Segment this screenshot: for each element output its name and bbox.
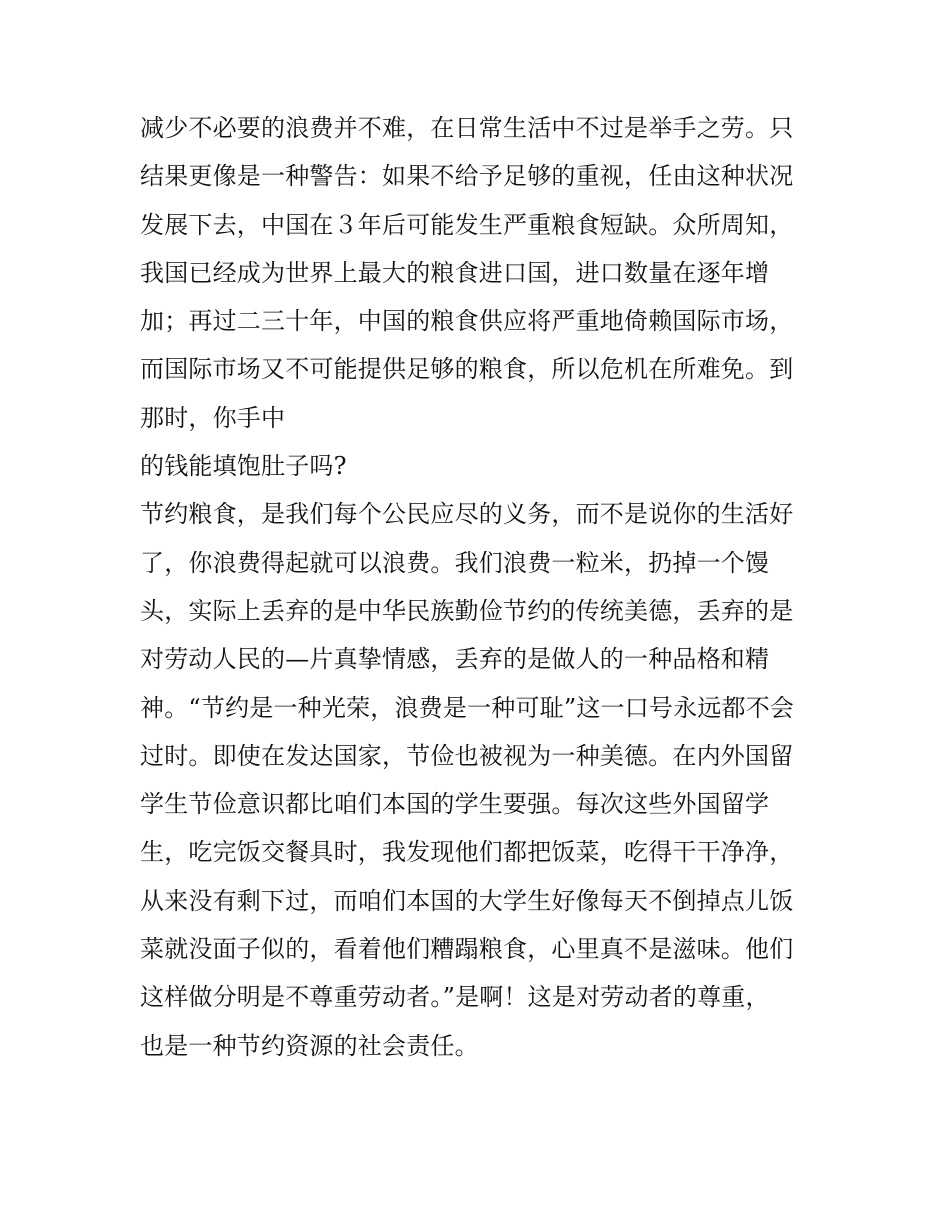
body-text <box>140 104 820 1070</box>
text-line-7: 那时，你手中 <box>140 403 286 432</box>
text-line-4: 我国已经成为世界上最大的粮食进口国，进口数量在逐年增 <box>140 258 770 287</box>
text-line-9: 节约粮食，是我们每个公民应尽的义务，而不是说你的生活好 <box>140 500 794 529</box>
text-line-15: 学生节俭意识都比咱们本国的学生要强。每次这些外国留学 <box>140 790 770 819</box>
text-line-3: 发展下去，中国在３年后可能发生严重粮食短缺。众所周知， <box>140 210 794 239</box>
text-line-12: 对劳动人民的—片真挚情感，丢弃的是做人的一种品格和精 <box>140 645 770 674</box>
text-line-11: 头，实际上丢弃的是中华民族勤俭节约的传统美德，丢弃的是 <box>140 596 794 625</box>
text-line-10: 了，你浪费得起就可以浪费。我们浪费一粒米，扔掉一个馒 <box>140 548 770 577</box>
text-line-17: 从来没有剩下过，而咱们本国的大学生好像每天不倒掉点儿饭 <box>140 886 794 915</box>
text-line-18: 菜就没面子似的，看着他们糟蹋粮食，心里真不是滋味。他们 <box>140 935 794 964</box>
text-line-14: 过时。即使在发达国家，节俭也被视为一种美德。在内外国留 <box>140 741 794 770</box>
text-line-6: 而国际市场又不可能提供足够的粮食，所以危机在所难免。到 <box>140 355 794 384</box>
text-line-8: 的钱能填饱肚子吗? <box>140 452 347 481</box>
text-line-2: 结果更像是一种警告：如果不给予足够的重视，任由这种状况 <box>140 162 794 191</box>
text-line-5: 加；再过二三十年，中国的粮食供应将严重地倚赖国际市场， <box>140 307 794 336</box>
text-line-1: 减少不必要的浪费并不难，在日常生活中不过是举手之劳。只 <box>140 114 794 142</box>
text-line-20: 也是一种节约资源的社会责任。 <box>140 1031 479 1060</box>
text-line-13: 神。“节约是一种光荣，浪费是一种可耻”这一口号永远都不会 <box>140 693 795 722</box>
text-line-19: 这样做分明是不尊重劳动者。”是啊！这是对劳动者的尊重， <box>140 983 770 1012</box>
text-line-16: 生，吃完饭交餐具时，我发现他们都把饭菜，吃得干干净净， <box>140 838 794 867</box>
